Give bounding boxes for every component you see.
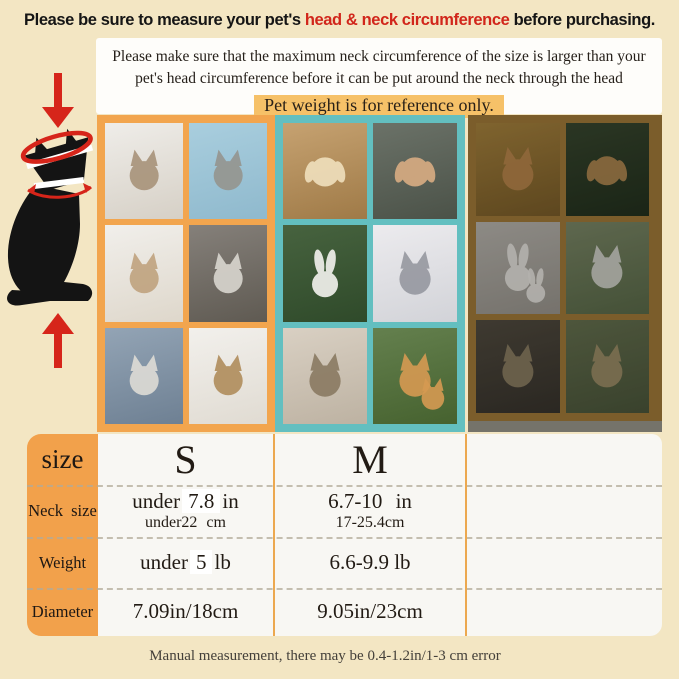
column-header-l [467,434,662,485]
weight-s-unit: lb [214,549,231,574]
pet-photo-cat [566,222,650,315]
pet-photo-cat [189,328,267,424]
column-divider [465,434,467,636]
diameter-m-value: 9.05in/23cm [317,599,423,624]
dog-icon [389,141,441,201]
pet-photo-cat [476,320,560,413]
cat-icon [581,338,633,395]
row-divider [27,485,662,487]
arrow-up-icon [42,313,74,368]
dog-icon [299,141,351,201]
row-divider [27,537,662,539]
row-label-weight: Weight [38,552,87,572]
pet-photo-dog [566,123,650,216]
column-header-m: M [352,437,388,482]
rabbit-icon [299,244,351,304]
weight-m-value: 6.6-9.9 lb [329,549,411,574]
neck-s-metric: under22 cm [145,514,226,532]
page-title [0,11,679,30]
pet-photo-cat [105,225,183,321]
cat-icon [581,239,633,296]
row-label-diameter: Diameter [31,602,94,621]
cell-weight-m [275,537,465,588]
cat-icon [299,346,351,406]
neck-m-value: 6.7-10 in [328,489,412,514]
size-table [27,434,662,636]
pet-photo-cat [189,225,267,321]
pet-photo-cat [373,328,457,424]
pet-photo-rabbit [283,225,367,321]
cat-icon [492,141,544,198]
photo-panel-size-l [468,115,662,432]
notice-line-2: pet's head circumference before it can be put around the neck through the head [135,70,623,88]
pet-photo-cat [476,123,560,216]
cell-diameter-m [275,588,465,636]
cell-neck-s [98,485,273,537]
cat-icon [414,373,452,416]
neck-s-unit: in [222,489,239,514]
neck-m-metric: 17-25.4cm [335,514,405,532]
pet-photo-panels [97,115,662,432]
table-corner-label: size [41,444,84,474]
title-suffix: before purchasing. [509,11,655,29]
photo-panel-size-m [275,115,465,432]
arrow-down-icon [42,73,74,128]
weight-s-pre: under [140,549,188,574]
cat-icon [389,244,441,304]
pet-photo-dog [283,123,367,219]
cat-icon [204,141,252,201]
row-divider [27,588,662,590]
weight-s-value: 5 [190,550,213,574]
pet-photo-cat [283,328,367,424]
pet-photo-rabbit [476,222,560,315]
pet-photo-cat [105,328,183,424]
diameter-s-value: 7.09in/18cm [132,599,239,624]
pet-photo-cat [566,320,650,413]
cell-diameter-s [98,588,273,636]
title-highlight: head & neck circumference [304,11,510,29]
measurement-diagram [0,70,97,400]
cat-icon [120,244,168,304]
pet-photo-cat [189,123,267,219]
rabbit-icon [517,265,555,307]
cat-icon [120,141,168,201]
title-prefix: Please be sure to measure your pet's [24,11,305,29]
column-header-s: S [174,437,197,482]
notice-box [96,38,662,114]
pet-photo-cat [373,225,457,321]
column-divider [273,434,275,636]
cell-neck-m [275,485,465,537]
cat-icon [204,244,252,304]
dog-icon [581,141,633,198]
pet-photo-dog [373,123,457,219]
neck-s-value: 7.8 [182,489,220,513]
weight-reference-note: Pet weight is for reference only. [254,95,504,118]
pet-photo-cat [105,123,183,219]
cell-weight-s [98,537,273,588]
measurement-error-note: Manual measurement, there may be 0.4-1.2in/1-3 cm error [149,648,501,664]
cat-cone-silhouette [7,123,97,305]
notice-line-1: Please make sure that the maximum neck circumference of the size is larger than your [112,48,646,65]
cat-icon [492,338,544,395]
cat-icon [204,346,252,406]
neck-s-pre: under [132,489,181,514]
cat-icon [120,346,168,406]
row-label-neck-size: Neck size [28,501,97,520]
photo-panel-size-s [97,115,275,432]
